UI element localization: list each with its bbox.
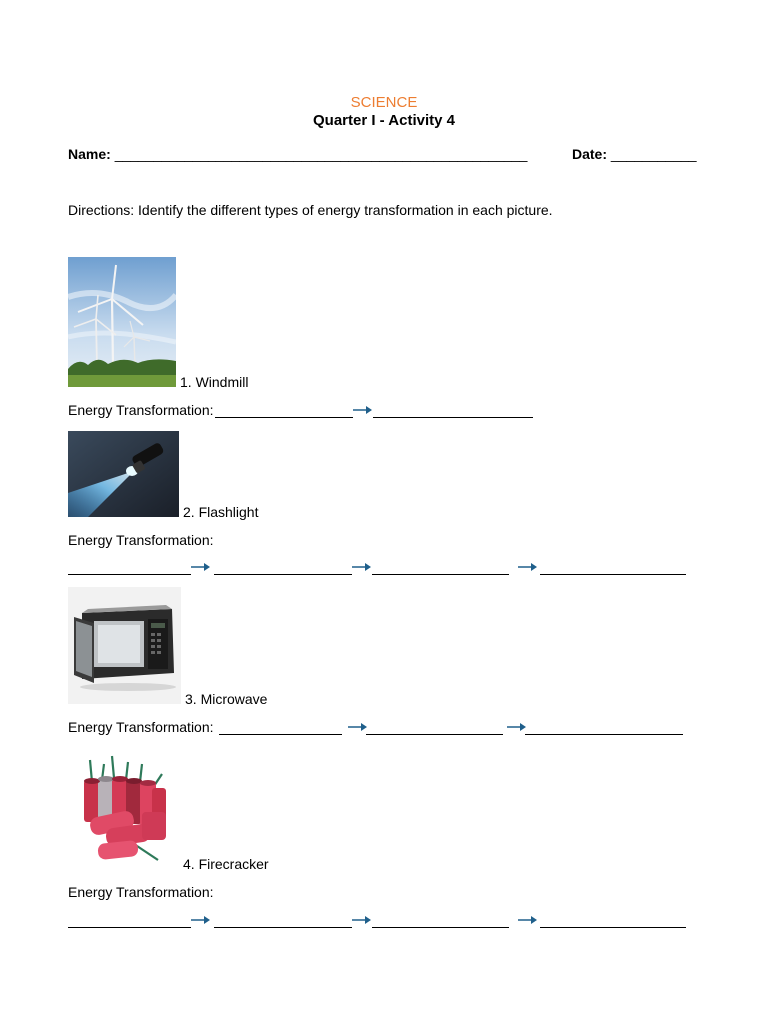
- name-field[interactable]: _____________________________________________________: [114, 146, 528, 162]
- flashlight-image: [68, 431, 179, 517]
- date-row: [572, 146, 697, 162]
- answer-blank[interactable]: [540, 927, 686, 928]
- right-arrow-icon: [518, 562, 538, 572]
- firecracker-image: [68, 752, 180, 870]
- transform-label: Energy Transformation:: [68, 402, 214, 418]
- transform-label: Energy Transformation:: [68, 719, 214, 735]
- right-arrow-icon: [518, 915, 538, 925]
- right-arrow-icon: [352, 562, 372, 572]
- item-caption: 3. Microwave: [185, 691, 268, 707]
- answer-blank[interactable]: [214, 574, 352, 575]
- name-label: Name:: [68, 146, 111, 162]
- date-field[interactable]: ___________: [610, 146, 697, 162]
- answer-blank[interactable]: [68, 574, 191, 575]
- answer-blank[interactable]: [372, 574, 509, 575]
- answer-blank[interactable]: [214, 927, 352, 928]
- microwave-image: [68, 587, 181, 704]
- date-label: Date:: [572, 146, 608, 162]
- right-arrow-icon: [352, 915, 372, 925]
- activity-title: Quarter I - Activity 4: [313, 112, 455, 129]
- transform-label: Energy Transformation:: [68, 884, 214, 900]
- item-caption: 1. Windmill: [180, 374, 249, 390]
- right-arrow-icon: [191, 562, 211, 572]
- answer-blank[interactable]: [525, 734, 683, 735]
- answer-blank[interactable]: [372, 927, 509, 928]
- name-row: [68, 146, 527, 162]
- answer-blank[interactable]: [219, 734, 342, 735]
- item-caption: 2. Flashlight: [183, 504, 259, 520]
- item-caption: 4. Firecracker: [183, 856, 269, 872]
- answer-blank[interactable]: [68, 927, 191, 928]
- answer-blank[interactable]: [540, 574, 686, 575]
- directions-text: Directions: Identify the different types of energy transformation in each picture.: [68, 202, 553, 218]
- subject-heading: SCIENCE: [350, 94, 418, 111]
- right-arrow-icon: [191, 915, 211, 925]
- right-arrow-icon: [348, 722, 368, 732]
- answer-blank[interactable]: [366, 734, 503, 735]
- transform-label: Energy Transformation:: [68, 532, 214, 548]
- windmill-image: [68, 257, 176, 387]
- right-arrow-icon: [507, 722, 527, 732]
- answer-blank[interactable]: [373, 417, 533, 418]
- right-arrow-icon: [353, 405, 373, 415]
- answer-blank[interactable]: [215, 417, 353, 418]
